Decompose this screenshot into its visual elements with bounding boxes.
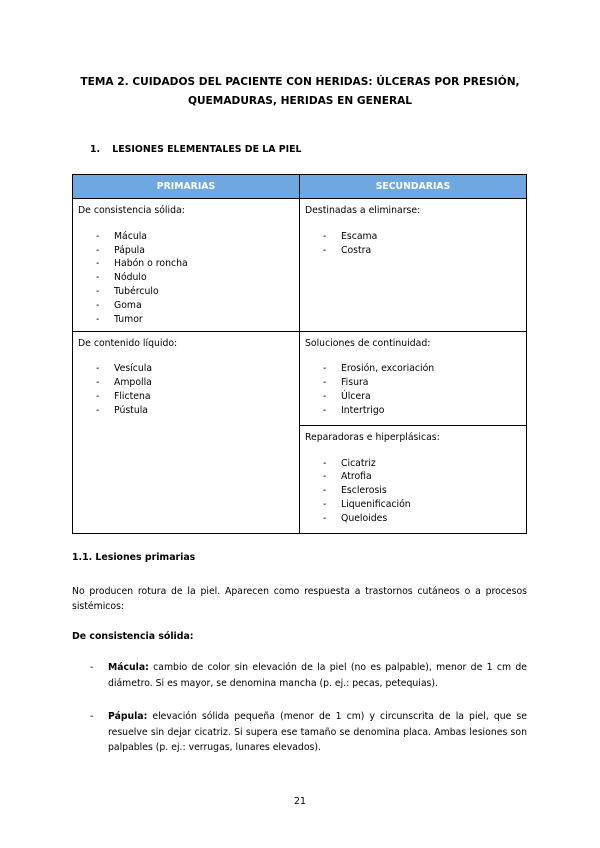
document-title: [72, 73, 528, 111]
list-item: - Cicatriz: [305, 457, 521, 471]
list-item: - Goma: [78, 299, 294, 313]
cell-secondary-removal: [300, 199, 527, 332]
list-item: - Flictena: [78, 390, 294, 404]
list-item: - Esclerosis: [305, 484, 521, 498]
list-item: - Pústula: [78, 404, 294, 418]
list-item: - Queloides: [305, 512, 521, 526]
solid-heading: De consistencia sólida:: [72, 631, 194, 642]
definition-macula: [90, 660, 527, 691]
title-line-1: TEMA 2. CUIDADOS DEL PACIENTE CON HERIDAS: ÚLCERAS POR PRESIÓN,: [80, 76, 520, 88]
continuity-lesion-list: [305, 362, 521, 417]
subsection-title: 1.1. Lesiones primarias: [72, 552, 196, 563]
list-item: - Nódulo: [78, 271, 294, 285]
header-secundarias: SECUNDARIAS: [300, 175, 527, 199]
header-primarias: PRIMARIAS: [73, 175, 300, 199]
list-item: - Atrofia: [305, 470, 521, 484]
list-item: - Ampolla: [78, 376, 294, 390]
list-item: - Pápula: [78, 244, 294, 258]
definition-papula: [90, 709, 527, 756]
table-header-row: [73, 175, 527, 199]
list-item: - Tubérculo: [78, 285, 294, 299]
list-item: - Costra: [305, 244, 521, 258]
cell-heading: De contenido líquido:: [78, 337, 178, 349]
list-item: - Escama: [305, 230, 521, 244]
cell-primary-liquid: [73, 331, 300, 533]
cell-heading: Soluciones de continuidad:: [305, 337, 431, 349]
definition-term: Pápula:: [108, 711, 148, 722]
list-item: - Fisura: [305, 376, 521, 390]
cell-primary-solid: [73, 199, 300, 332]
section-number: 1.: [90, 144, 101, 155]
list-item: - Liquenificación: [305, 498, 521, 512]
table-row: [73, 331, 527, 425]
cell-secondary-continuity: [300, 331, 527, 425]
definition-text: cambio de color sin elevación de la piel (no es palpable), menor de 1 cm de diámetro. Si es mayor, se denomina mancha (p. ej.: pecas, petequias).: [108, 662, 527, 689]
solid-lesion-list: [78, 230, 294, 327]
table-row: [73, 199, 527, 332]
list-item: - Intertrigo: [305, 404, 521, 418]
list-item: - Mácula: [78, 230, 294, 244]
definition-text: elevación sólida pequeña (menor de 1 cm) y circunscrita de la piel, que se resuelve sin dejar cicatriz. Si supera ese tamaño se denomina placa. Ambas lesiones son palpables (p. ej.: verrugas, lunares elevados).: [108, 711, 527, 753]
intro-paragraph: No producen rotura de la piel. Aparecen como respuesta a trastornos cutáneos o a procesos sistémicos:: [72, 586, 527, 612]
title-line-2: QUEMADURAS, HERIDAS EN GENERAL: [187, 95, 413, 107]
section-title: LESIONES ELEMENTALES DE LA PIEL: [112, 144, 302, 155]
section-heading: [90, 143, 301, 157]
list-item: - Úlcera: [305, 390, 521, 404]
liquid-lesion-list: [78, 362, 294, 417]
repair-lesion-list: [305, 457, 521, 526]
cell-heading: Destinadas a eliminarse:: [305, 205, 421, 216]
list-item: - Vesícula: [78, 362, 294, 376]
bullet-dash: -: [90, 711, 94, 722]
lesions-table: [72, 174, 527, 534]
bullet-dash: -: [90, 662, 94, 673]
cell-heading: Reparadoras e hiperplásicas:: [305, 431, 440, 443]
list-item: - Habón o roncha: [78, 257, 294, 271]
list-item: - Erosión, excoriación: [305, 362, 521, 376]
removal-lesion-list: [305, 230, 521, 258]
cell-secondary-repair: [300, 425, 527, 533]
cell-heading: De consistencia sólida:: [78, 205, 185, 216]
list-item: - Tumor: [78, 313, 294, 327]
definition-term: Mácula:: [108, 662, 149, 673]
page-number: 21: [294, 796, 306, 807]
